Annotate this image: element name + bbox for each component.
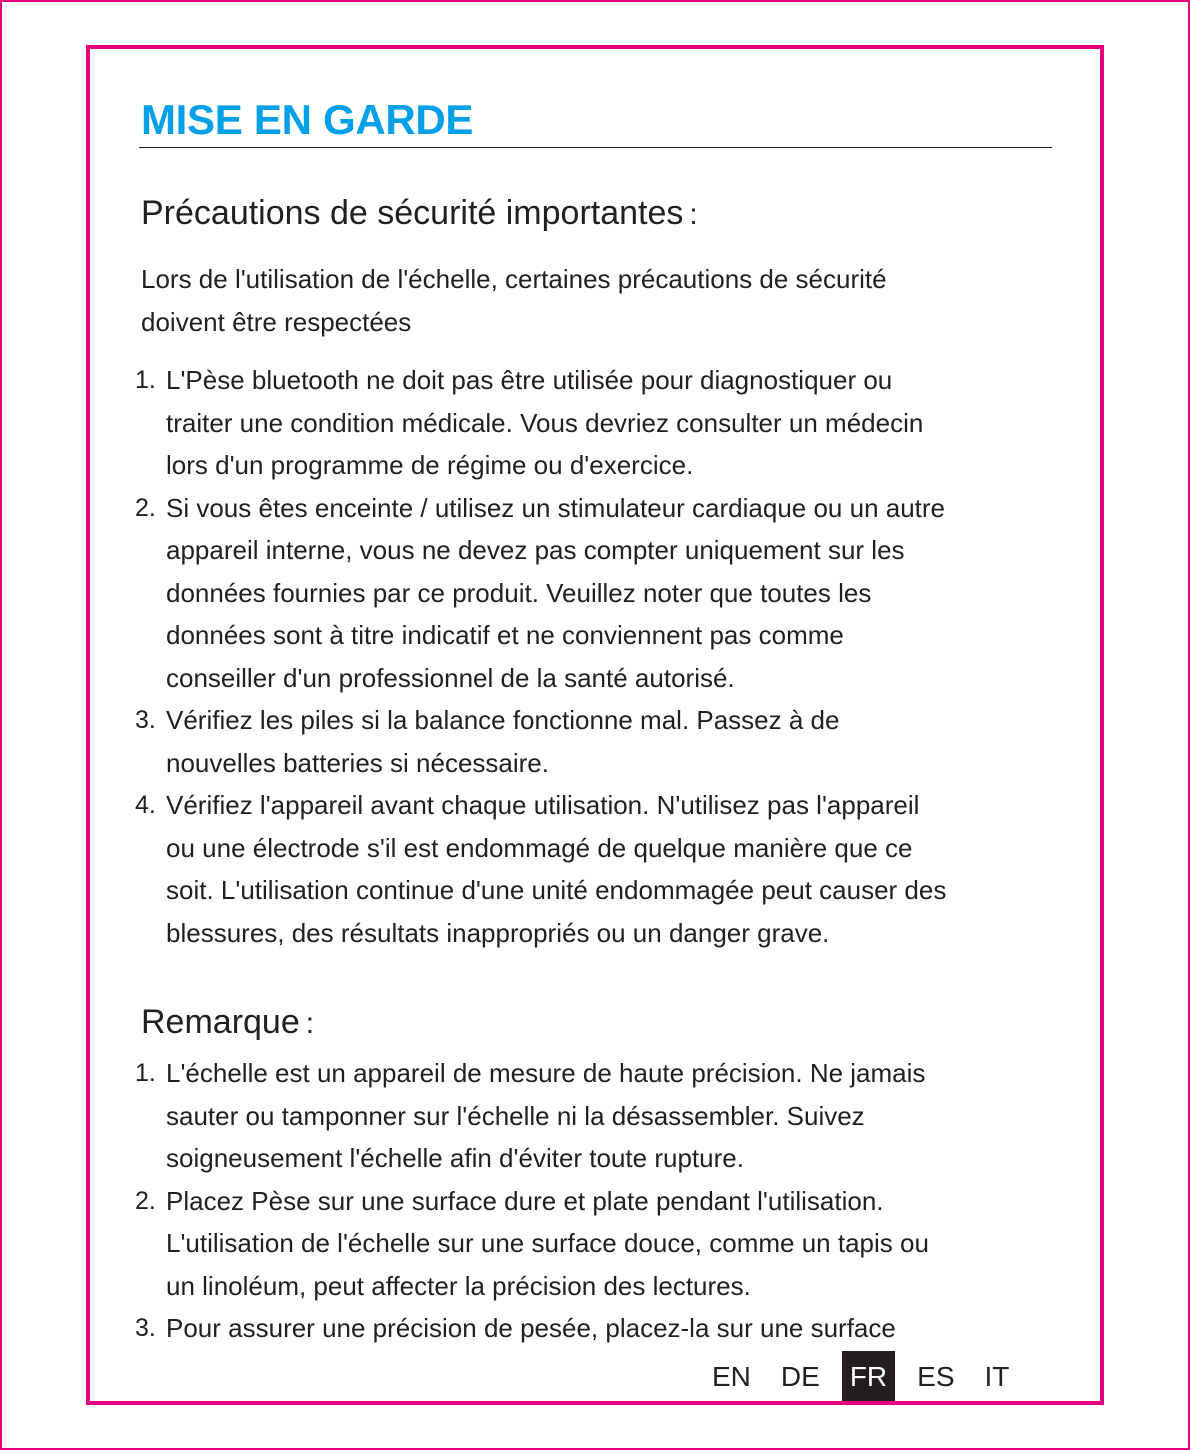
remark-heading [141, 1002, 314, 1044]
remark-item-3 [135, 1307, 1065, 1350]
safety-heading-colon: : [689, 198, 698, 231]
safety-item-3-number: 3. [135, 706, 156, 734]
safety-item-4-text: Vérifiez l'appareil avant chaque utilisation. N'utilisez pas l'appareil ou une électrode s'il est endommagé de quelque manière que ce soit. L'utilisation continue d'une unité endommagée peut causer des blessures, des résultats inappropriés ou un danger grave. [166, 790, 947, 948]
remark-item-3-text: Pour assurer une précision de pesée, placez-la sur une surface [166, 1313, 896, 1343]
page-title: MISE EN GARDE [141, 96, 474, 143]
language-selector [704, 1351, 1031, 1401]
remark-heading-colon: : [305, 1007, 315, 1040]
safety-item-3-text: Vérifiez les piles si la balance fonctionne mal. Passez à de nouvelles batteries si nécessaire. [166, 705, 840, 778]
language-tab-fr[interactable]: FR [842, 1351, 895, 1401]
language-tab-de[interactable]: DE [780, 1361, 820, 1392]
safety-item-4-number: 4. [135, 791, 156, 819]
remark-item-3-number: 3. [135, 1314, 156, 1342]
safety-item-3 [135, 699, 1065, 784]
safety-item-1 [135, 359, 1065, 487]
language-tab-es[interactable]: ES [917, 1361, 955, 1392]
remark-item-1-number: 1. [135, 1059, 156, 1087]
safety-item-1-number: 1. [135, 366, 156, 394]
safety-list [135, 359, 1065, 954]
remark-item-1 [135, 1052, 1065, 1180]
remark-heading-text: Remarque [141, 1003, 300, 1041]
safety-item-2-text: Si vous êtes enceinte / utilisez un stimulateur cardiaque ou un autre appareil interne, vous ne devez pas compter uniquement sur les données fournies par ce produit. Veuillez noter que toutes les données sont à titre indicatif et ne conviennent pas comme conseiller d'un professionnel de la santé autorisé. [166, 492, 946, 693]
safety-heading [141, 193, 698, 235]
remark-list [135, 1052, 1065, 1350]
safety-heading-text: Précautions de sécurité importantes [141, 194, 684, 232]
remark-item-2 [135, 1180, 1065, 1308]
remark-item-2-number: 2. [135, 1186, 156, 1215]
safety-item-2-number: 2. [135, 493, 156, 522]
title-divider [139, 147, 1052, 148]
language-tab-it[interactable]: IT [984, 1361, 1010, 1392]
safety-item-1-text: L'Pèse bluetooth ne doit pas être utilisée pour diagnostiquer ou traiter une condition médicale. Vous devriez consulter un médecin lors d'un programme de régime ou d'exercice. [166, 365, 924, 480]
safety-item-2 [135, 487, 1065, 700]
language-tab-en[interactable]: EN [712, 1361, 751, 1392]
remark-item-2-text: Placez Pèse sur une surface dure et plate pendant l'utilisation. L'utilisation de l'échelle sur une surface douce, comme un tapis ou un linoléum, peut affecter la précision des lectures. [166, 1185, 929, 1301]
safety-item-4 [135, 784, 1065, 954]
safety-intro: Lors de l'utilisation de l'échelle, certaines précautions de sécurité doivent être respectées [141, 264, 887, 337]
remark-item-1-text: L'échelle est un appareil de mesure de haute précision. Ne jamais sauter ou tamponner sur l'échelle ni la désassembler. Suivez soigneusement l'échelle afin d'éviter toute rupture. [166, 1058, 926, 1173]
